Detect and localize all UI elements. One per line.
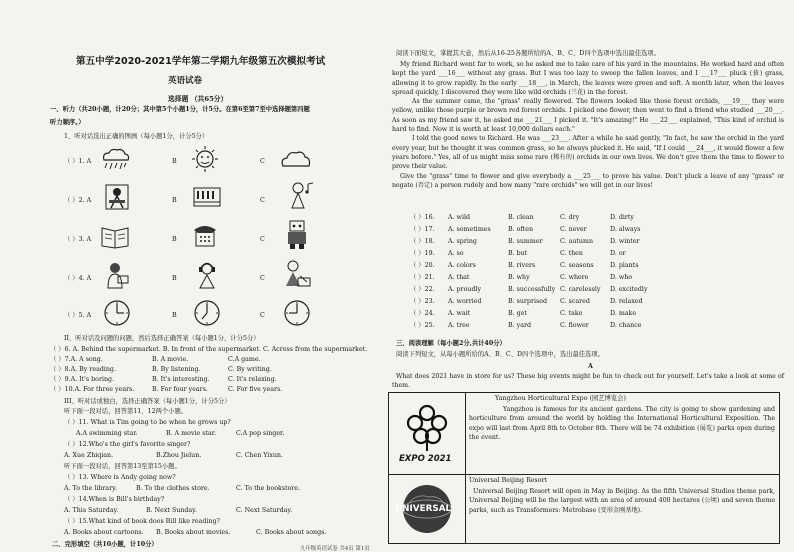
girl-singing-icon	[284, 180, 318, 208]
universal-logo-text: UNIVERSAL	[395, 504, 452, 514]
cloze-paragraph: Give the "grass" time to flower and give everybody a ___25___ to prove his value. Don't pluck a leave of any "grass" or negate (否定) a person rudely and how many "rare orchids" we will get in our lives!	[392, 172, 784, 189]
exam-subject: 英语试卷	[168, 76, 203, 86]
reading-heading: 三、阅读理解（每小题2分,共计40分）	[396, 340, 506, 347]
cloud-icon	[278, 146, 312, 174]
question-6: （ ）6. A. Behind the supermarket. B. In front of the supermarket. C. Across from the supermarket.	[50, 346, 368, 353]
piano-icon	[190, 182, 224, 210]
clock-icon	[190, 298, 224, 326]
part3-heading: III、听对话或独白，选择正确答案（每小题1分，计分5分）	[64, 398, 231, 405]
rain-cloud-icon	[98, 146, 132, 174]
part1-intro: 1、听对话选出正确的图画（每小题1分，计分5分）	[64, 133, 209, 140]
expo-logo	[395, 401, 459, 467]
universal-logo	[395, 481, 459, 537]
events-table	[388, 392, 780, 544]
clock-icon	[280, 298, 314, 326]
reading-intro: 阅读下列短文，从每小题所给的A、B、C、D四个选项中，选出最佳选项。	[396, 351, 604, 358]
table-divider	[465, 393, 466, 543]
part2-heading: II、听对话及问题的问题，然后选择正确答案（每小题1分，计分5分）	[64, 335, 260, 342]
phone-icon	[188, 220, 222, 248]
table-row-divider	[389, 474, 779, 475]
universal-text: Universal Beijing Resort will open in May in Beijing. As the fifth Universal Studios theme park, Universal Beijing will be the largest with an area of around 400 hectares (公顷) and seven theme parks, such as Transformers: Metrobase (变形金刚基地).	[469, 488, 775, 514]
part1-heading: 一、听力（共20小题，计20分；其中第5个小题1分，计5分。在第6至第7至中选择题第四题	[50, 106, 310, 113]
exam-title: 第五中学2020-2021学年第二学期九年级第五次模拟考试	[76, 56, 326, 67]
question-14: （ ）14.When is Bill's birthday?	[64, 496, 165, 503]
cloze-intro: 阅读下面短文，掌握其大意，然后从16-25各题所给的A、B、C、D四个选项中选出最佳选项。	[396, 50, 660, 57]
part1-heading-cont: 听力顺序。）	[50, 119, 85, 126]
question-13: （ ）13. Where is Andy going now?	[64, 474, 176, 481]
question-12: （ ）12.Who's the girl's favorite singer?	[64, 441, 191, 448]
cloze-passage	[392, 60, 784, 190]
right-page: 阅读下面短文，掌握其大意，然后从16-25各题所给的A、B、C、D四个选项中选出最佳选项。 My friend Richard went far to work, so he asked me to take care of his yard in the mountains. He worked hard and often kept the yard ___16___ without any grass. But I was too lazy to sweep the fallen leaves, and I ___17___ pluck (拔) grass, allowing it to grow rapidly. In the early ___18___, in March, the leaves were green and soft. A month later, when the leaves spread quickly, I discovered they were like wild orchids (兰花) in the forest. As the summer came, the "grass" really flowered. The flowers looked like those forest orchids, ___19___ they were yellow, unlike those purple or brown red forest orchids. I picked one flower, then went to find a friend who studied ___20___. As soon as my friend saw it, he asked me ___21___ I picked it. "It's amazing!" He ___22___ explained, "This kind of orchid is hard to find. Now it is worth at least 10,000 dollars each." I told the good news to Richard. He was ___23___. After a while he said gently, "In fact, he saw the orchid in the yard every year, but he thought it was common grass, so he always plucked it. He said, "If I could ___24___, it would flower a few years before." Yes, all of us might miss some rare (稀有的) orchids in our own lives. We don't give them the time to flower to prove their value. Give the "grass" time to flower and give everybody a ___25___ to prove his value. Don't pluck a leave of any "grass" or negate (否定) a person rudely and how many "rare orchids" we will get in our lives! （ ）16. A. wild B. clean C. dry D. dirty （ ）17. A. sometimes B. often C. never D. always （ ）18. A. spring B. summer C. autumn D. winter （ ）19. A. so B. but C. then D. or （ ）20. A. colors B. rivers C. seasons D. plants （ ）21. A. that B. why C. where D. who （ ）22. A. proudly B. successfully C. carelessly D. excitedly （ ）23. A. worried B. surprised C. scared D. relaxed （ ）24. A. wait B. get C. take D. make （ ）25. A. tree B. yard C. flower D. chance 三、阅读理解（每小题2分,共计40分） 阅读下列短文，从每小题所给的A、B、C、D四个选项中，选出最佳选项。 A What does 2021 have in store for us? These big events might be fun to check out for yourself. Let's take a look at some of them.	[392, 50, 784, 390]
girl-reading-icon	[100, 260, 134, 288]
clock-icon	[100, 298, 134, 326]
book-icon	[98, 220, 132, 248]
boy-writing-icon	[280, 258, 314, 286]
boy-listening-icon	[190, 260, 224, 288]
boy-playing-icon	[100, 182, 134, 210]
cloze-paragraph: I told the good news to Richard. He was ___23___. After a while he said gently, "In fact, he saw the orchid in the yard every year, but he thought it was common grass, so he always plucked it. He said, "If I could ___24___, it would flower a few years before." Yes, all of us might miss some rare (稀有的) orchids in our own lives. We don't give them the time to flower to prove their value.	[392, 135, 784, 171]
cloze-paragraph: As the summer came, the "grass" really flowered. The flowers looked like those forest orchids, ___19___ they were yellow, unlike those purple or brown red forest orchids. I picked one flower, then went to find a friend who studied ___20___. As soon as my friend saw it, he asked me ___21___ I picked it. "It's amazing!" He ___22___ explained, "This kind of orchid is hard to find. Now it is worth at least 10,000 dollars each."	[392, 98, 784, 134]
page-footer: 九年级英语试卷 共4页 第1页	[300, 546, 370, 552]
question-11: （ ）11. What is Tim going to be when he grows up?	[64, 419, 231, 426]
passage-label: A	[588, 363, 593, 370]
part-two-heading: 二、完形填空（共10小题，计10分）	[52, 541, 158, 548]
left-page: 第五中学2020-2021学年第二学期九年级第五次模拟考试 英语试卷 选择题 （共65分） 一、听力（共20小题，计20分；其中第5个小题1分，计5分。在第6至第7至中选择题第四题 听力顺序。） 1、听对话选出正确的图画（每小题1分，计分5分） （ ）1. A B C （ ）2. A B C （ ）3. A B C （ ）4. A B C （ ）5. A B C II、听对话及问题的问题，然后选择正确答案（每小题1分，计分5分） （ ）6. A. Behind the supermarket. B. In front of the supermarket. C. Across from the supermarket. （ ）7.A. A song. B. A movie. C.A game. （ ）8.A. By reading. B. By listening. C. By writing. （ ）9.A. It's boring. B. It's interesting. C. It's relaxing. （ ）10.A. For three years. B. For four years. C. For five years. III、听对话或独白，选择正确答案（每小题1分，计分5分） 听下面一段对话，回答第11、12两个小题。 （ ）11. What is Tim going to be when he grows up? A.A swimming star. B. A movie star. C.A pop singer. （ ）12.Who's the girl's favorite singer? A. Xue Zhiqian. B.Zhou Jielun. C. Chen Yixun. 听下面一段对话，回答第13至第15小题。 （ ）13. Where is Andy going now? A. To the library. B. To the clothes store. C. To the bookstore. （ ）14.When is Bill's birthday? A. This Saturday. B. Next Sunday. C. Next Saturday. （ ）15.What kind of book does Bill like reading? A. Books about cartoons. B. Books about movies. C. Books about songs. 二、完形填空（共10小题，计10分）	[50, 56, 368, 548]
question-15: （ ）15.What kind of book does Bill like reading?	[64, 518, 220, 525]
reading-lead: What does 2021 have in store for us? These big events might be fun to check out for yourself. Let's take a look at some of them.	[392, 373, 784, 390]
expo-text: Yangzhou is famous for its ancient gardens. The city is going to show gardening and horticulture from around the world by holding the International Horticultural Exposition. The expo will last from April 8th to October 8th. There will be 74 exhibition (展览) parks open during the event.	[469, 406, 775, 441]
part3-sub2: 听下面一段对话，回答第13至第15小题。	[64, 463, 181, 470]
section-label: 选择题 （共65分）	[168, 95, 228, 103]
cloze-paragraph: My friend Richard went far to work, so he asked me to take care of his yard in the mountains. He worked hard and often kept the yard ___16___ without any grass. But I was too lazy to sweep the fallen leaves, and I ___17___ pluck (拔) grass, allowing it to grow rapidly. In the early ___18___, in March, the leaves were green and soft. A month later, when the leaves spread quickly, I discovered they were like wild orchids (兰花) in the forest.	[392, 61, 784, 96]
expo-logo-text: EXPO 2021	[399, 454, 452, 464]
part3-sub1: 听下面一段对话，回答第11、12两个小题。	[64, 408, 188, 415]
expo-title: Yangzhou Horticultural Expo (园艺博览会)	[495, 395, 626, 402]
robot-toy-icon	[280, 218, 314, 246]
universal-title: Universal Beijing Resort	[469, 477, 548, 484]
sun-icon	[188, 144, 222, 172]
